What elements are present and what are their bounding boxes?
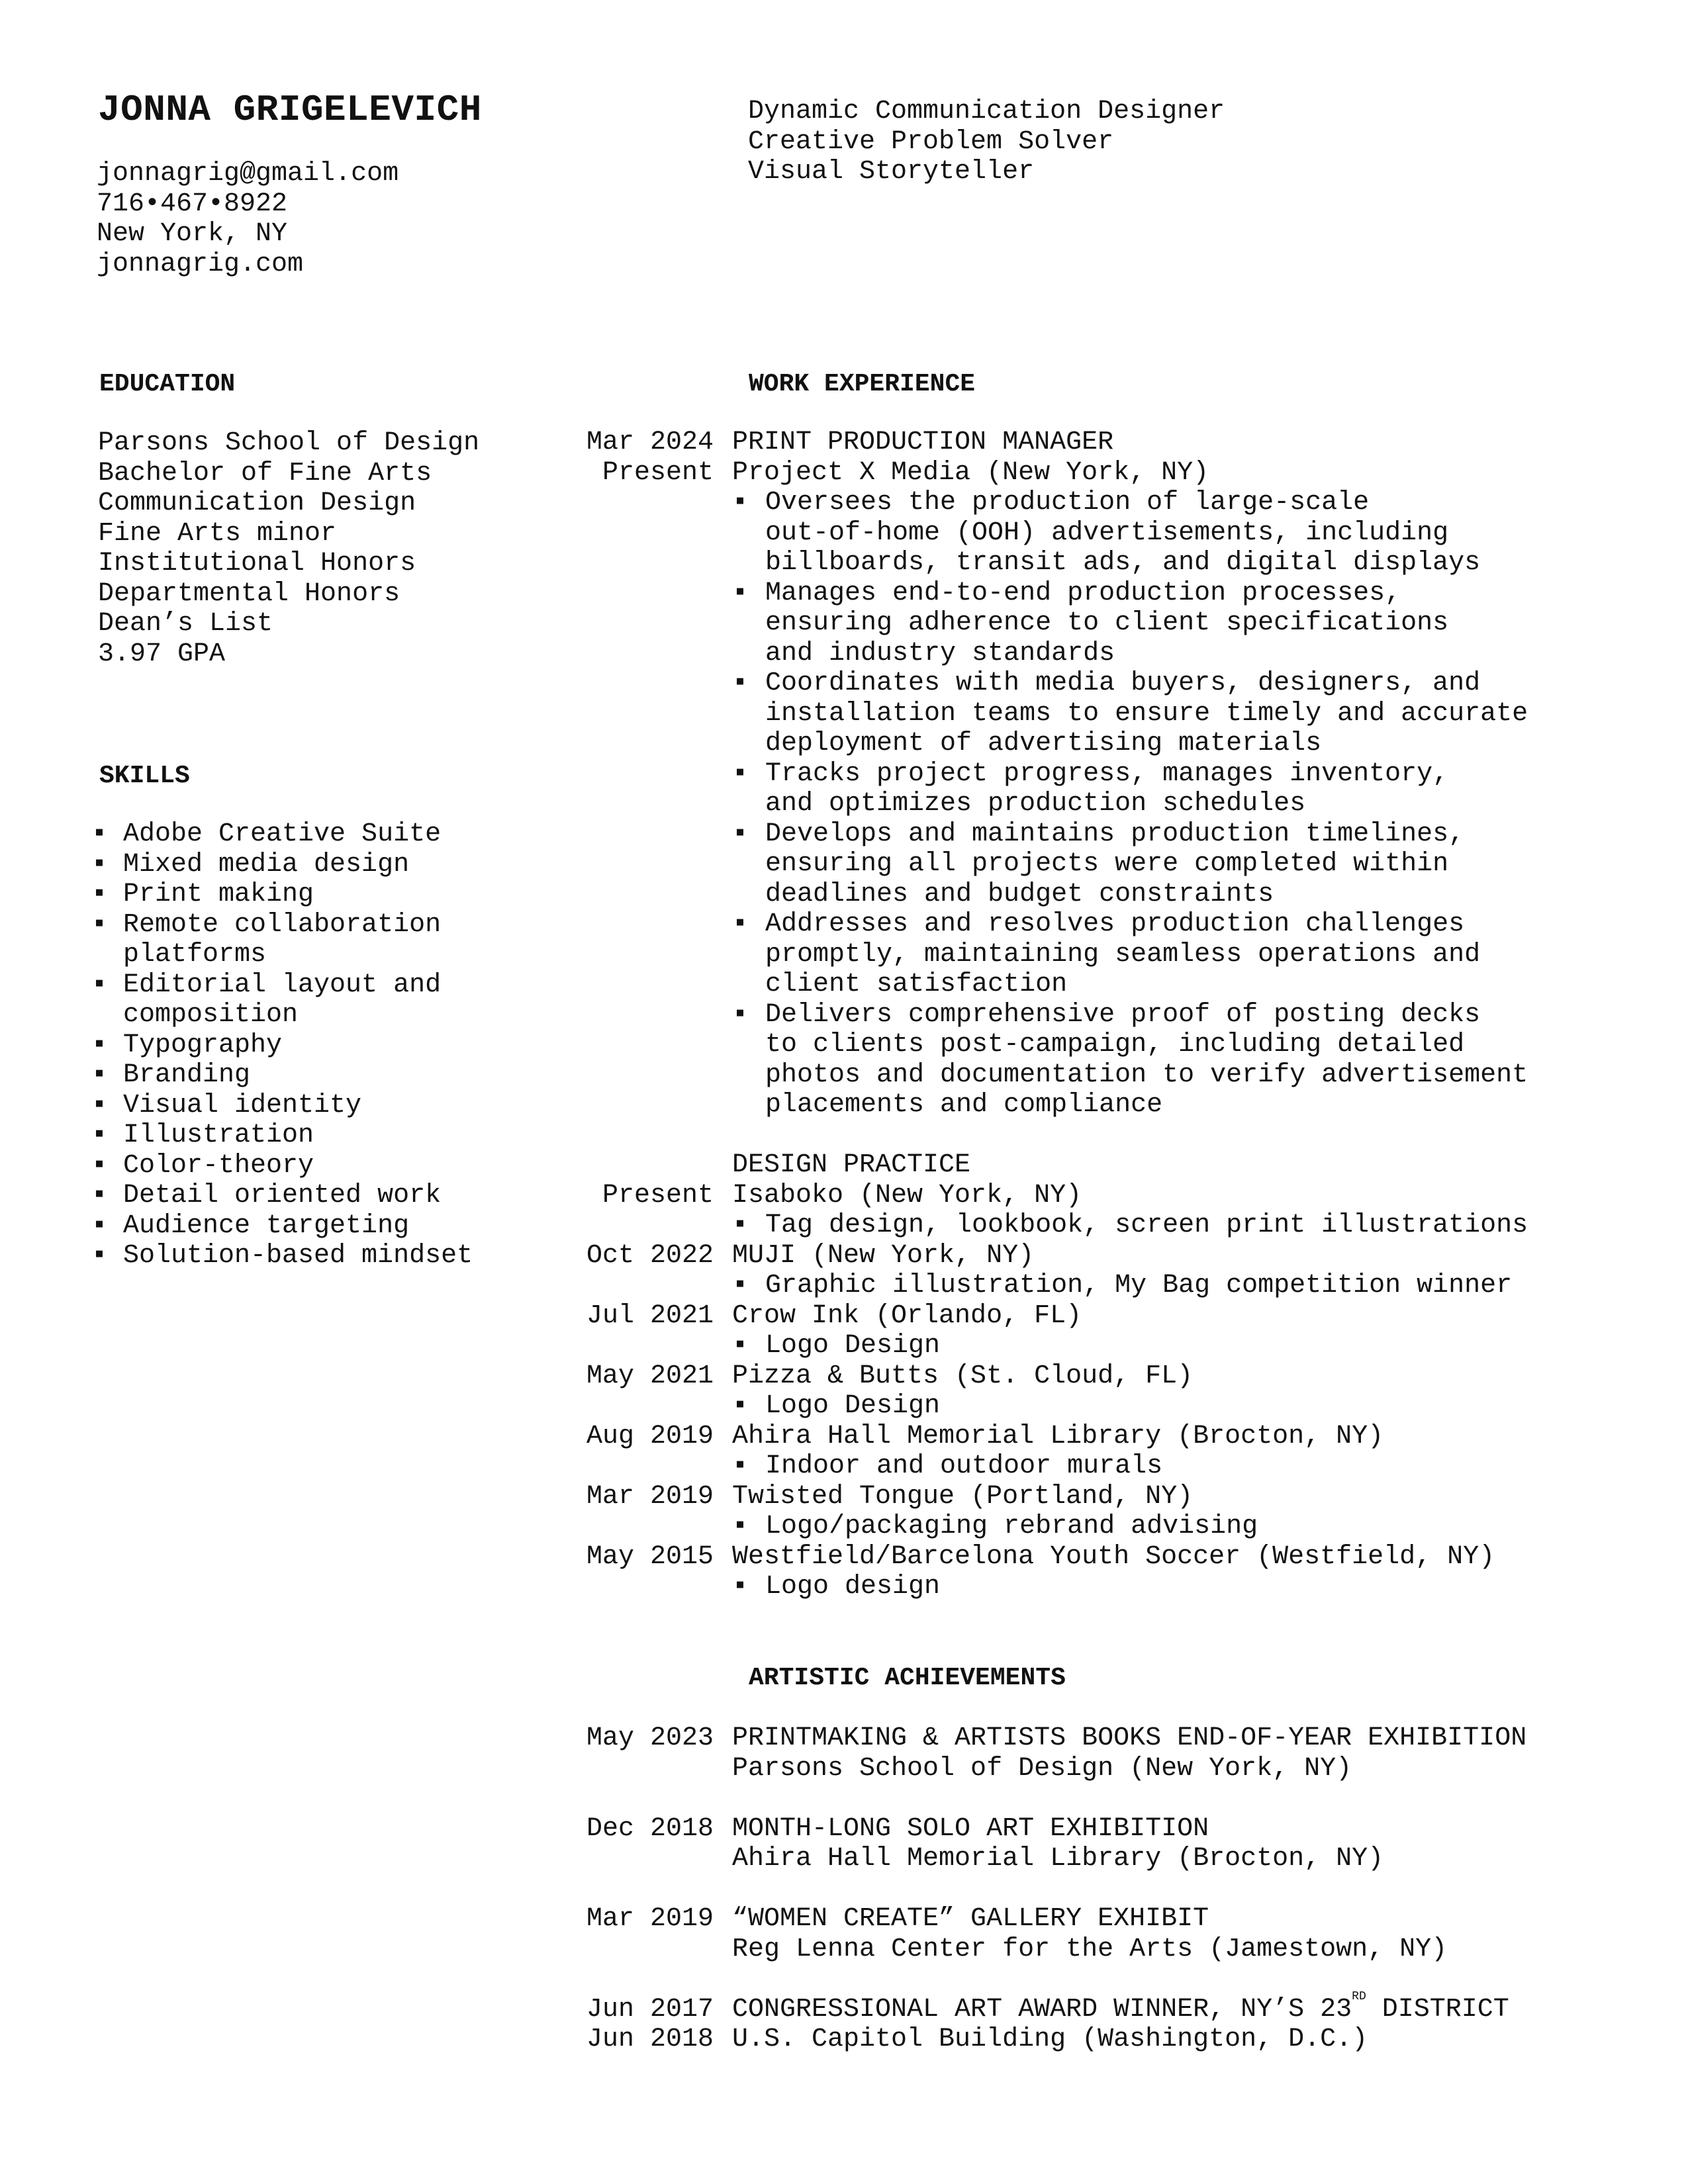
skill-item [90,850,473,880]
practice-client: Twisted Tongue (Portland, NY) [732,1481,1194,1512]
education-line: 3.97 GPA [98,639,226,669]
bullet-icon: ▪ [732,999,749,1030]
bullet-icon: ▪ [732,1391,749,1421]
art-venue: Reg Lenna Center for the Arts (Jamestown, NY) [732,1934,1448,1964]
skill-item [90,880,473,910]
job-bullet [732,909,1630,1000]
practice-bullet [732,1210,1630,1241]
bullet-icon: ▪ [91,1150,108,1181]
education-line: Departmental Honors [98,578,400,609]
bullet-icon: ▪ [732,909,749,939]
job-bullet [732,819,1630,910]
practice-client: Ahira Hall Memorial Library (Brocton, NY) [732,1421,1384,1451]
bullet-icon: ▪ [91,819,108,849]
art-entry [557,1904,1630,1964]
skill-item [90,1181,473,1211]
bullet-icon: ▪ [91,1181,108,1210]
bullet-icon: ▪ [91,1210,108,1241]
bullet-icon: ▪ [732,1451,749,1481]
practice-bullet [732,1451,1630,1482]
job-bullet-text: Develops and maintains production timelines, ensuring all projects were completed within deadlines and budget constraints [765,819,1465,909]
practice-entry [557,1241,1630,1301]
skill-item [90,1030,473,1061]
art-venue: Parsons School of Design (New York, NY) [732,1753,1352,1784]
practice-details [732,1301,1630,1361]
tagline [748,97,1225,187]
practice-entry [557,1361,1630,1422]
art-details [732,1904,1630,1964]
art-venue: U.S. Capitol Building (Washington, D.C.) [732,2025,1368,2054]
practice-bullets [732,1451,1630,1482]
art-title-sup: RD [1352,1989,1366,2003]
bullet-icon: ▪ [91,1120,108,1150]
practice-entry [557,1542,1630,1602]
art-entries [557,1723,1630,1964]
practice-detail: Logo Design [765,1331,941,1361]
art-dates: Dec 2018 [586,1813,714,1844]
practice-details [732,1241,1630,1301]
practice-date: Oct 2022 [586,1240,714,1271]
education-line: Bachelor of Fine Arts [98,458,432,488]
bullet-icon: ▪ [732,1331,749,1361]
practice-bullet [732,1512,1630,1542]
art-dates: May 2023 [586,1723,714,1753]
practice-entry [557,1482,1630,1542]
bullet-icon: ▪ [732,1271,749,1300]
education-heading: EDUCATION [99,370,236,398]
practice-date: May 2015 [586,1541,714,1572]
practice-details [732,1422,1630,1482]
practice-detail: Graphic illustration, My Bag competition winner [765,1271,1513,1300]
skill-item [90,1120,473,1151]
education-line: Communication Design [98,488,416,518]
skill-label: Audience targeting [123,1210,410,1241]
skill-label: Branding [123,1060,251,1090]
skill-label: Color-theory [123,1150,314,1181]
skill-label: Illustration [123,1120,314,1150]
job-bullet-text: Coordinates with media buyers, designers, and installation teams to ensure timely and accurate deployment of advertising materials [765,668,1528,758]
skill-label: Editorial layout and composition [123,970,442,1030]
practice-bullet [732,1572,1630,1602]
practice-client: Isaboko (New York, NY) [732,1180,1082,1210]
practice-client: MUJI (New York, NY) [732,1240,1035,1271]
bullet-icon: ▪ [732,488,749,518]
resume-name: JONNA GRIGELEVICH [98,89,482,131]
art-dates: Mar 2019 [586,1904,714,1934]
work-experience-heading: WORK EXPERIENCE [749,370,976,398]
job-title: PRINT PRODUCTION MANAGER [732,428,1114,457]
job-bullet [732,488,1630,578]
skill-label: Print making [123,880,314,909]
practice-title: DESIGN PRACTICE [732,1150,971,1180]
art-entry [557,1723,1630,1784]
practice-detail: Tag design, lookbook, screen print illustrations [765,1210,1528,1240]
art-details [732,1989,1630,2055]
education-line: Dean’s List [98,609,273,639]
art-title: MONTH-LONG SOLO ART EXHIBITION [732,1813,1209,1844]
art-title-tail: DISTRICT [1366,1994,1509,2025]
job-entry [557,428,1630,1120]
skill-label: Adobe Creative Suite [123,819,442,849]
bullet-icon: ▪ [91,1241,108,1271]
job-bullet [732,759,1630,819]
job-bullet [732,668,1630,759]
practice-spacer [557,1150,714,1181]
tagline-line: Dynamic Communication Designer [748,97,1225,126]
bullet-icon: ▪ [91,970,108,1000]
job-dates: Mar 2024 Present [586,428,714,488]
bullet-icon: ▪ [91,880,108,909]
practice-date: Mar 2019 [586,1481,714,1512]
job-bullet-text: Oversees the production of large-scale out-of-home (OOH) advertisements, including billboards, transit ads, and digital displays [765,488,1481,578]
practice-bullets [732,1572,1630,1602]
bullet-icon: ▪ [732,758,749,789]
practice-detail: Logo/packaging rebrand advising [765,1512,1258,1541]
art-title-main: CONGRESSIONAL ART AWARD WINNER, NY’S 23 [732,1994,1352,2025]
phone: 716•467•8922 [97,189,288,219]
job-bullet-text: Addresses and resolves production challenges promptly, maintaining seamless operations and client satisfaction [765,909,1481,999]
skills-heading: SKILLS [99,762,190,790]
bullet-icon: ▪ [91,1060,108,1090]
practice-bullet [732,1331,1630,1361]
practice-detail: Logo Design [765,1391,941,1421]
job-bullet-text: Manages end-to-end production processes, ensuring adherence to client specifications and industry standards [765,578,1449,668]
skills-list [90,819,473,1271]
skill-item [90,1211,473,1242]
art-dates: Jun 2017 Jun 2018 [586,1994,714,2054]
skill-label: Solution-based mindset [123,1241,473,1271]
art-title: PRINTMAKING & ARTISTS BOOKS END-OF-YEAR EXHIBITION [732,1723,1527,1753]
job-details [732,428,1630,1120]
skill-label: Remote collaboration platforms [123,909,442,970]
email: jonnagrig@gmail.com [97,159,399,189]
skill-label: Detail oriented work [123,1181,442,1210]
artistic-achievements-section [557,1723,1630,2055]
education-line: Institutional Honors [98,549,416,578]
practice-bullets [732,1210,1630,1241]
skill-item [90,1241,473,1271]
bullet-icon: ▪ [91,1090,108,1120]
skill-label: Mixed media design [123,849,410,880]
skill-item [90,1060,473,1091]
job-bullet-text: Delivers comprehensive proof of posting decks to clients post-campaign, including detailed photos and documentation to verify advertisement placements and compliance [765,999,1528,1120]
practice-details [732,1482,1630,1542]
practice-client: Pizza & Butts (St. Cloud, FL) [732,1361,1194,1391]
bullet-icon: ▪ [732,668,749,698]
tagline-line: Visual Storyteller [748,157,1035,187]
practice-date: Jul 2021 [586,1300,714,1331]
bullet-icon: ▪ [732,1512,749,1541]
bullet-icon: ▪ [732,578,749,608]
practice-date: May 2021 [586,1361,714,1391]
bullet-icon: ▪ [732,1210,749,1240]
bullet-icon: ▪ [732,1572,749,1602]
practice-date: Aug 2019 [586,1421,714,1451]
education-line: Parsons School of Design [98,428,480,458]
practice-bullets [732,1271,1630,1301]
skill-item [90,819,473,850]
practice-detail: Logo design [765,1572,941,1602]
art-details [732,1814,1630,1874]
skill-item [90,910,473,970]
education-line: Fine Arts minor [98,518,337,549]
practice-entries [557,1181,1630,1602]
practice-details [732,1361,1630,1422]
practice-bullet [732,1391,1630,1422]
bullet-icon: ▪ [91,849,108,880]
art-venue: Ahira Hall Memorial Library (Brocton, NY) [732,1844,1384,1874]
skill-label: Visual identity [123,1090,362,1120]
skill-item [90,1091,473,1121]
job-company: Project X Media (New York, NY) [732,457,1209,488]
practice-date: Present [602,1180,714,1210]
job-bullet [732,1000,1630,1120]
bullet-icon: ▪ [91,909,108,940]
location: New York, NY [97,219,288,249]
art-title [732,1989,1630,2025]
art-details [732,1723,1630,1784]
practice-entry [557,1181,1630,1241]
practice-bullets [732,1331,1630,1361]
practice-entry [557,1422,1630,1482]
work-experience-section [557,428,1630,1120]
practice-client: Crow Ink (Orlando, FL) [732,1300,1082,1331]
practice-details [732,1542,1630,1602]
job-bullet-text: Tracks project progress, manages inventory, and optimizes production schedules [765,758,1449,819]
skill-item [90,1151,473,1181]
art-entry [557,1814,1630,1874]
website: jonnagrig.com [97,249,304,279]
job-bullets [732,488,1630,1120]
bullet-icon: ▪ [91,1030,108,1060]
practice-bullets [732,1512,1630,1542]
practice-client: Westfield/Barcelona Youth Soccer (Westfield, NY) [732,1541,1495,1572]
practice-title-row [557,1150,1630,1181]
practice-bullets [732,1391,1630,1422]
education-section [98,428,479,669]
practice-detail: Indoor and outdoor murals [765,1451,1163,1481]
bullet-icon: ▪ [732,819,749,849]
job-bullet [732,578,1630,669]
skill-label: Typography [123,1030,283,1060]
art-title: “WOMEN CREATE” GALLERY EXHIBIT [732,1904,1209,1934]
practice-bullet [732,1271,1630,1301]
contact-info [97,159,399,279]
artistic-achievements-heading: ARTISTIC ACHIEVEMENTS [749,1664,1066,1692]
art-entry [557,1989,1630,2055]
tagline-line: Creative Problem Solver [748,126,1114,157]
design-practice-section [557,1150,1630,1602]
practice-entry [557,1301,1630,1361]
practice-details [732,1181,1630,1241]
skill-item [90,970,473,1030]
